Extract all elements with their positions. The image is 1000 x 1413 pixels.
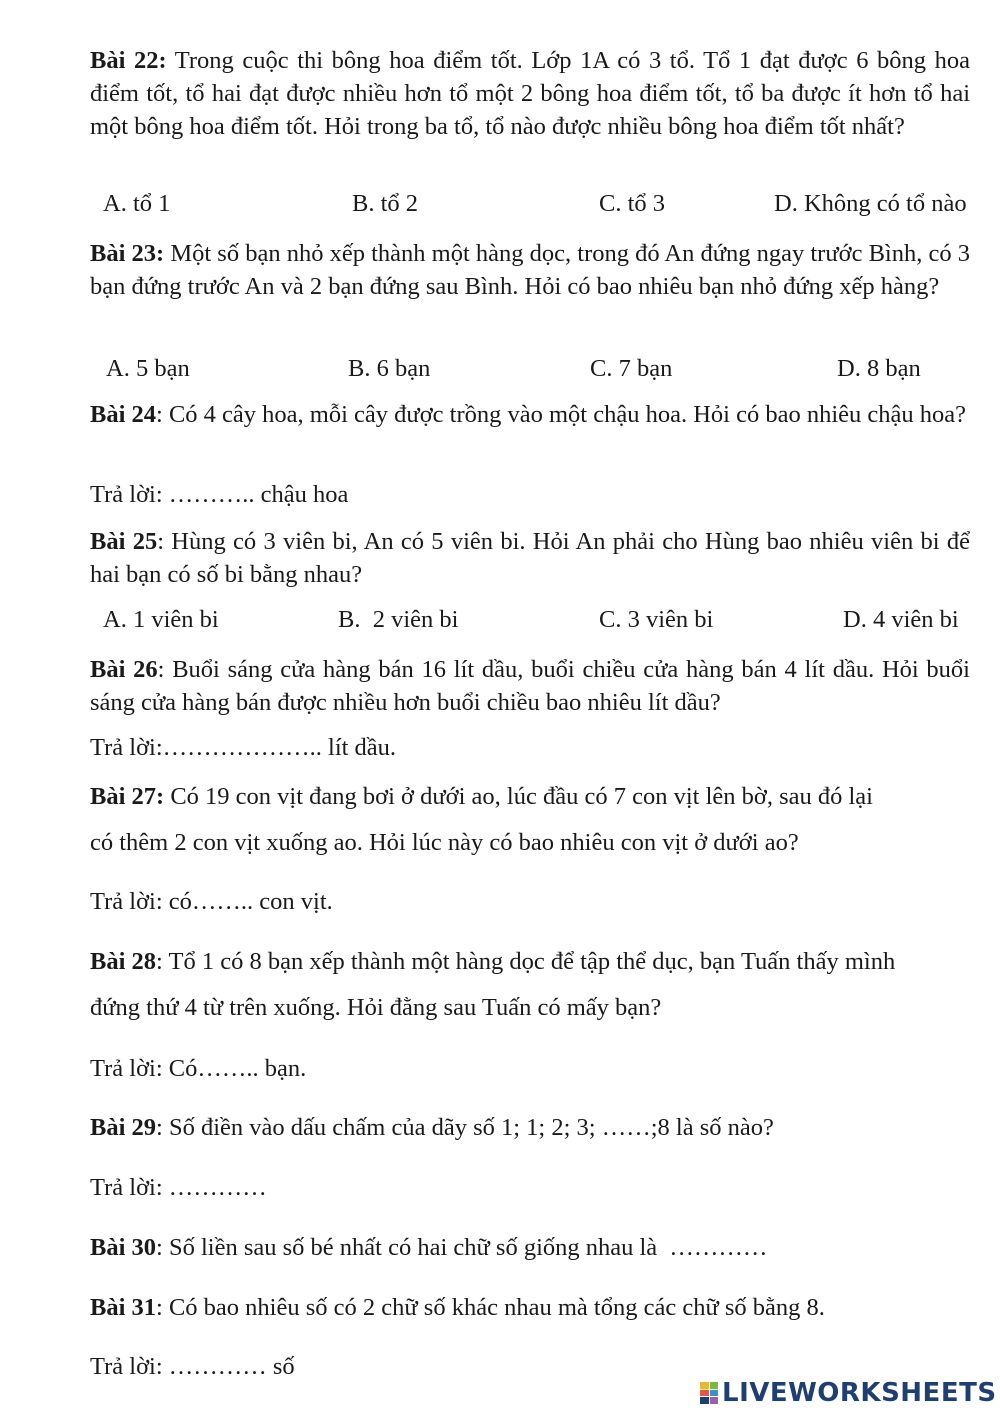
problem-29 [90,1111,970,1144]
answer-line: Trả lời:……………….. lít dầu. [90,734,397,761]
problem-28-line-2: đứng thứ 4 từ trên xuống. Hỏi đằng sau Tuấn có mấy bạn? [90,994,662,1021]
option-a: A. tổ 1 [103,190,171,217]
problem-31 [90,1291,970,1324]
problem-text: : Số điền vào dấu chấm của dãy số 1; 1; 2; 3; ……;8 là số nào? [156,1114,774,1141]
problem-30 [90,1231,970,1264]
option-a: A. 5 bạn [106,355,190,382]
option-c: C. 3 viên bi [599,606,714,633]
problem-24 [90,398,970,431]
problem-label: Bài 30 [90,1234,157,1261]
problem-label: Bài 24 [90,401,157,428]
problem-22 [90,44,970,143]
problem-27-line-2: có thêm 2 con vịt xuống ao. Hỏi lúc này có bao nhiêu con vịt ở dưới ao? [90,829,799,856]
option-d: D. 4 viên bi [843,606,959,633]
problem-text: : Có 4 cây hoa, mỗi cây được trồng vào một chậu hoa. Hỏi có bao nhiêu chậu hoa? [156,401,967,428]
problem-text: : Tổ 1 có 8 bạn xếp thành một hàng dọc để tập thể dục, bạn Tuấn thấy mình [156,948,896,975]
problem-label: Bài 27: [90,783,165,810]
problem-26 [90,653,970,719]
problem-label: Bài 25 [90,528,158,555]
liveworksheets-logo [700,1378,997,1408]
answer-line: Trả lời: ……….. chậu hoa [90,481,349,508]
option-b: B. tổ 2 [352,190,419,217]
problem-text: : Số liền sau số bé nhất có hai chữ số giống nhau là ………… [156,1234,768,1261]
problem-label: Bài 29 [90,1114,157,1141]
answer-line: Trả lời: ………… [90,1174,267,1201]
problem-label: Bài 28 [90,948,157,975]
problem-text: Trong cuộc thi bông hoa điểm tốt. Lớp 1A có 3 tổ. Tổ 1 đạt được 6 bông hoa điểm tốt, tổ hai đạt được nhiều hơn tổ một 2 bông hoa điểm tốt, tổ ba được ít hơn tổ hai một bông hoa điểm tốt. Hỏi trong ba tổ, tổ nào được nhiều bông hoa điểm tốt nhất? [90,47,970,140]
problem-text: Một số bạn nhỏ xếp thành một hàng dọc, trong đó An đứng ngay trước Bình, có 3 bạn đứng trước An và 2 bạn đứng sau Bình. Hỏi có bao nhiêu bạn nhỏ đứng xếp hàng? [90,240,970,300]
problem-25 [90,525,970,591]
answer-line: Trả lời: ………… số [90,1353,295,1380]
problem-label: Bài 23: [90,240,165,267]
option-b: B. 6 bạn [348,355,431,382]
problem-text: : Buổi sáng cửa hàng bán 16 lít dầu, buổi chiều cửa hàng bán 4 lít dầu. Hỏi buổi sáng cửa hàng bán được nhiều hơn buổi chiều bao nhiêu lít dầu? [90,656,970,716]
problem-text: : Có bao nhiêu số có 2 chữ số khác nhau mà tổng các chữ số bằng 8. [156,1294,825,1321]
option-d: D. 8 bạn [837,355,921,382]
option-c: C. tổ 3 [599,190,666,217]
problem-23 [90,237,970,303]
problem-28 [90,945,970,978]
problem-label: Bài 31 [90,1294,157,1321]
problem-text: Có 19 con vịt đang bơi ở dưới ao, lúc đầu có 7 con vịt lên bờ, sau đó lại [164,783,873,810]
option-b: B. 2 viên bi [338,606,459,633]
problem-text: : Hùng có 3 viên bi, An có 5 viên bi. Hỏi An phải cho Hùng bao nhiêu viên bi để hai bạn có số bi bằng nhau? [90,528,970,588]
problem-label: Bài 22: [90,47,167,74]
problem-label: Bài 26 [90,656,158,683]
answer-line: Trả lời: Có…….. bạn. [90,1055,307,1082]
option-c: C. 7 bạn [590,355,673,382]
option-d: D. Không có tổ nào [774,190,967,217]
answer-line: Trả lời: có…….. con vịt. [90,888,333,915]
logo-text: LIVEWORKSHEETS [722,1378,997,1408]
option-a: A. 1 viên bi [103,606,219,633]
problem-27 [90,780,970,813]
liveworksheets-logo-icon [700,1382,718,1404]
